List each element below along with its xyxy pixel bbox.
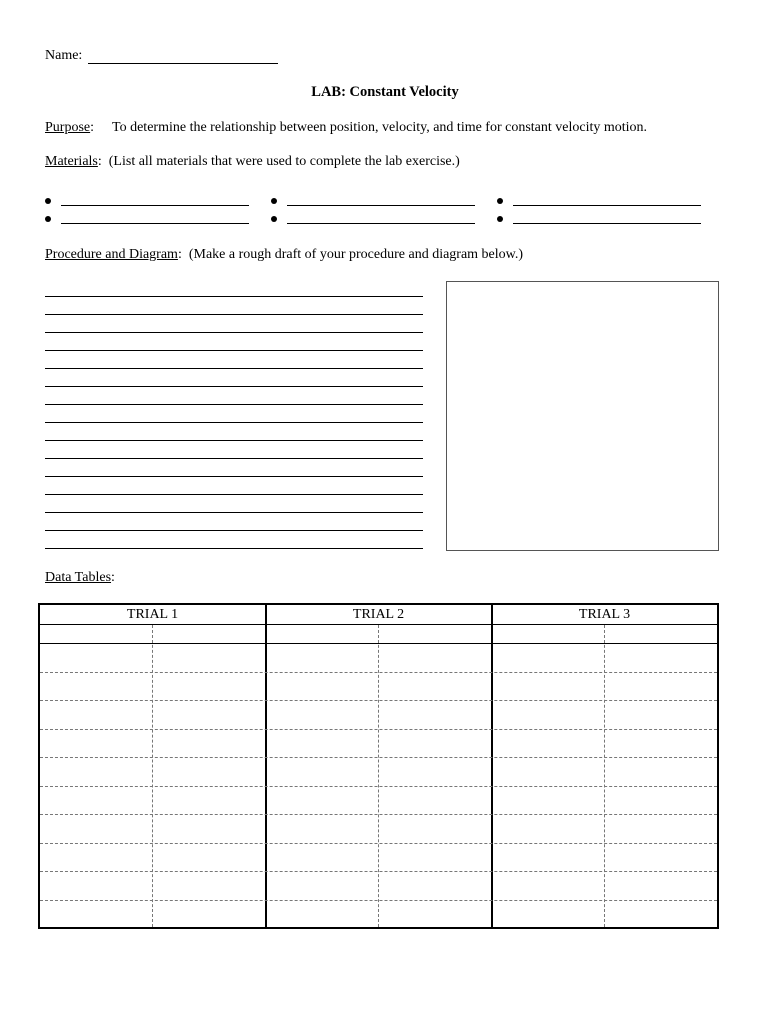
procedure-text: (Make a rough draft of your procedure and diagram below.) bbox=[188, 247, 524, 262]
procedure-line[interactable] bbox=[45, 314, 423, 315]
trial-divider bbox=[265, 605, 267, 927]
procedure-line[interactable] bbox=[45, 404, 423, 405]
procedure-line[interactable] bbox=[45, 458, 423, 459]
bullet-icon bbox=[45, 198, 51, 204]
column-divider bbox=[604, 625, 605, 927]
procedure-line[interactable] bbox=[45, 332, 423, 333]
procedure-line[interactable] bbox=[45, 296, 423, 297]
procedure-line[interactable] bbox=[45, 548, 423, 549]
column-divider bbox=[152, 625, 153, 927]
procedure-line[interactable] bbox=[45, 440, 423, 441]
bullet-icon bbox=[497, 198, 503, 204]
materials-row: Materials: (List all materials that were used to complete the lab exercise.) bbox=[45, 154, 460, 169]
procedure-line[interactable] bbox=[45, 494, 423, 495]
table-row[interactable] bbox=[40, 757, 717, 758]
table-row[interactable] bbox=[40, 786, 717, 787]
bullet-icon bbox=[271, 216, 277, 222]
procedure-line[interactable] bbox=[45, 350, 423, 351]
bullet-icon bbox=[497, 216, 503, 222]
materials-label: Materials bbox=[45, 154, 98, 169]
name-row bbox=[45, 48, 278, 64]
trial-divider bbox=[491, 605, 493, 927]
table-row[interactable] bbox=[40, 700, 717, 701]
column-divider bbox=[378, 625, 379, 927]
trial-1-header: TRIAL 1 bbox=[126, 607, 179, 622]
trial-3-header: TRIAL 3 bbox=[578, 607, 631, 622]
purpose-row: Purpose: To determine the relationship between position, velocity, and time for constant velocity motion. bbox=[45, 120, 648, 135]
material-field[interactable] bbox=[287, 209, 475, 224]
material-field[interactable] bbox=[61, 191, 249, 206]
page-title: LAB: Constant Velocity bbox=[311, 84, 459, 100]
table-row bbox=[40, 643, 717, 644]
procedure-line[interactable] bbox=[45, 386, 423, 387]
procedure-line[interactable] bbox=[45, 476, 423, 477]
name-label: Name: bbox=[45, 48, 83, 63]
table-row[interactable] bbox=[40, 729, 717, 730]
procedure-line[interactable] bbox=[45, 422, 423, 423]
bullet-icon bbox=[45, 216, 51, 222]
table-row[interactable] bbox=[40, 900, 717, 901]
table-row[interactable] bbox=[40, 871, 717, 872]
trial-2-header: TRIAL 2 bbox=[352, 607, 405, 622]
procedure-line[interactable] bbox=[45, 368, 423, 369]
procedure-row: Procedure and Diagram: (Make a rough draft of your procedure and diagram below.) bbox=[45, 247, 524, 262]
material-field[interactable] bbox=[61, 209, 249, 224]
procedure-line[interactable] bbox=[45, 530, 423, 531]
table-row bbox=[40, 624, 717, 625]
table-row[interactable] bbox=[40, 814, 717, 815]
table-row[interactable] bbox=[40, 672, 717, 673]
name-field[interactable] bbox=[88, 49, 278, 64]
materials-text: (List all materials that were used to complete the lab exercise.) bbox=[108, 154, 460, 169]
diagram-box[interactable] bbox=[446, 281, 719, 551]
material-field[interactable] bbox=[287, 191, 475, 206]
purpose-text: To determine the relationship between position, velocity, and time for constant velocity motion. bbox=[112, 120, 648, 135]
material-field[interactable] bbox=[513, 209, 701, 224]
bullet-icon bbox=[271, 198, 277, 204]
data-table bbox=[38, 603, 719, 929]
purpose-label: Purpose bbox=[45, 120, 91, 135]
data-tables-row: Data Tables: bbox=[45, 570, 115, 585]
material-field[interactable] bbox=[513, 191, 701, 206]
procedure-label: Procedure and Diagram bbox=[45, 247, 178, 262]
procedure-line[interactable] bbox=[45, 512, 423, 513]
table-row[interactable] bbox=[40, 843, 717, 844]
data-tables-label: Data Tables bbox=[45, 570, 112, 585]
